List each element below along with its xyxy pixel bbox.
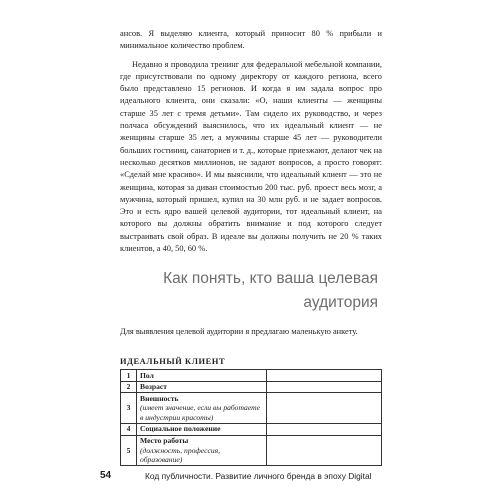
row-note: (имеет значение, если вы работаете в индустрии красоты)	[140, 403, 260, 422]
table-row	[121, 435, 382, 466]
table-row	[121, 423, 382, 435]
row-title: Внешность	[140, 393, 179, 403]
answer-cell[interactable]	[267, 393, 382, 424]
page-number: 54	[100, 470, 112, 481]
answer-cell[interactable]	[267, 435, 382, 466]
row-label	[137, 370, 267, 382]
running-head: Код публичности. Развитие личного бренда в эпоху Digital	[145, 471, 372, 481]
row-number: 3	[121, 393, 137, 424]
paragraph-training-story: Недавно я проводила тренинг для федеральной мебельной компании, где присутствовали по одному директору от каждого региона, всего было представлено 15 регионов. И когда я им задала вопрос про идеального клиента, они сказали: «О, наши клиенты — женщины старше 35 лет с тремя детьми». Там сидело их руководство, и через полчаса обсуждений выяснилось, что их идеальный клиент — не женщины старше 35 лет, а мужчины старше 45 лет — руководители больших гостиниц, санаториев и т. д., которые приезжают, делают чек на несколько десятков миллионов, не задают вопросов, а просто говорят: «Сделай мне красиво». И мы выяснили, что идеальный клиент — это не женщина, которая за диван стоимостью 200 тыс. руб. проест весь мозг, а мужчина, который пришел, купил на 30 млн руб. и не задает вопросов. Это и есть ядро вашей целевой аудитории, тот идеальный клиент, на которого вы должны обратить внимание и под которого следует выстраивать свой образ. В идеале вы должны получить не 20 % таких клиентов, а 40, 50, 60 %.	[120, 59, 382, 254]
table-row	[121, 381, 382, 393]
row-label	[137, 381, 267, 393]
paragraph-continuation: ансов. Я выделяю клиента, который приносит 80 % прибыли и минимальное количество проблем.	[120, 29, 382, 51]
page-footer	[100, 470, 400, 482]
answer-cell[interactable]	[267, 381, 382, 393]
row-note: (должность, профессия, образование)	[140, 445, 221, 465]
ideal-client-table	[120, 369, 382, 466]
row-title: Пол	[140, 370, 154, 380]
row-title: Место работы	[140, 436, 189, 446]
row-number: 1	[121, 370, 137, 382]
row-label	[137, 393, 267, 424]
row-number: 4	[121, 423, 137, 435]
table-title: ИДЕАЛЬНЫЙ КЛИЕНТ	[120, 357, 226, 366]
row-title: Возраст	[140, 382, 168, 392]
table-row	[121, 393, 382, 424]
section-intro: Для выявления целевой аудитории я предлагаю маленькую анкету.	[120, 327, 358, 336]
row-number: 5	[121, 435, 137, 466]
answer-cell[interactable]	[267, 423, 382, 435]
row-label	[137, 435, 267, 466]
row-number: 2	[121, 381, 137, 393]
body-text	[120, 28, 382, 255]
answer-cell[interactable]	[267, 370, 382, 382]
row-label	[137, 423, 267, 435]
section-heading: Как понять, кто ваша целевая аудитория	[163, 270, 378, 311]
table-row	[121, 370, 382, 382]
row-title: Социальное положение	[140, 424, 221, 434]
